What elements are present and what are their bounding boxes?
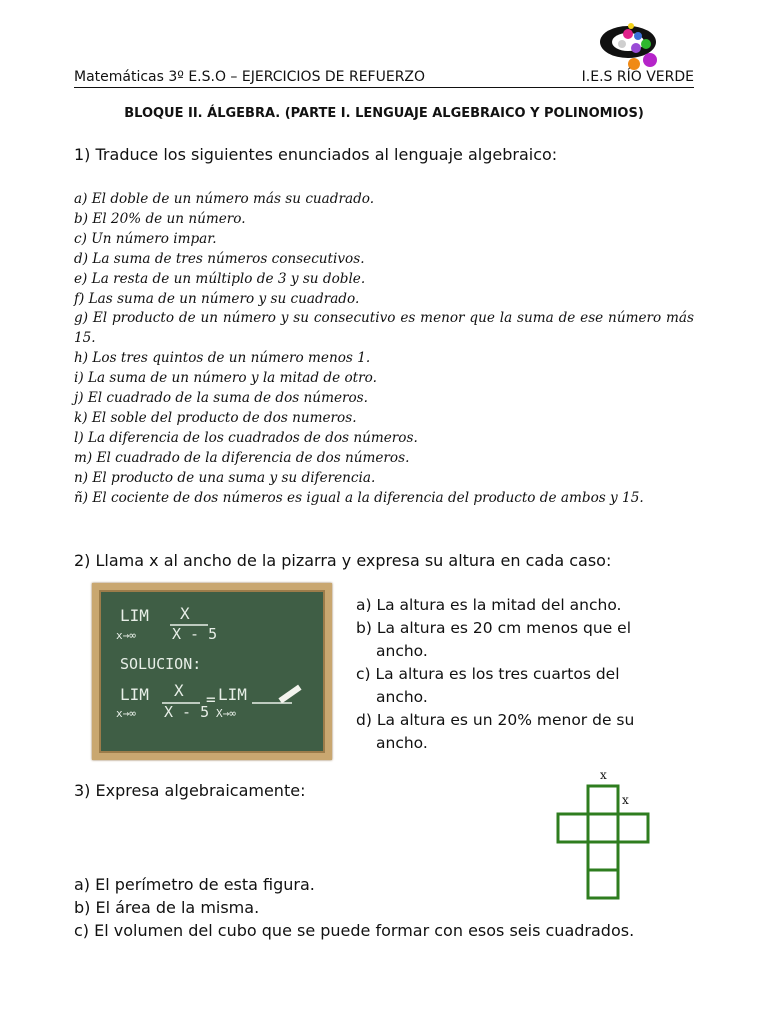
school-logo <box>598 20 670 72</box>
list-item: d) La suma de tres números consecutivos. <box>74 250 365 267</box>
board-frac2-num: X <box>174 681 184 700</box>
board-frac2-den: X - 5 <box>164 703 210 721</box>
block-title: BLOQUE II. ÁLGEBRA. (PARTE I. LENGUAJE ALGEBRAICO Y POLINOMIOS) <box>124 106 644 121</box>
list-item: d) La altura es un 20% menor de su ancho. <box>356 711 635 752</box>
list-item: b) El 20% de un número. <box>74 210 246 227</box>
list-item: h) Los tres quintos de un número menos 1. <box>74 350 371 367</box>
question-2-list <box>356 594 676 755</box>
figure-label-side: x <box>622 793 629 807</box>
list-item: ñ) El cociente de dos números es igual a la diferencia del producto de ambos y 15. <box>74 489 644 506</box>
board-frac1-num: X <box>180 604 190 623</box>
board-lim-sub-3: X→∞ <box>216 707 236 720</box>
board-lim-2: LIM <box>120 685 149 704</box>
board-eq: = <box>206 690 216 709</box>
list-item: e) La resta de un múltiplo de 3 y su doble. <box>74 270 366 287</box>
list-item: a) La altura es la mitad del ancho. <box>356 596 622 614</box>
page-header <box>74 69 694 88</box>
list-item: k) El soble del producto de dos numeros. <box>74 409 357 426</box>
figure-label-top: x <box>600 768 607 782</box>
list-item: b) El área de la misma. <box>74 898 260 917</box>
list-item: m) El cuadrado de la diferencia de dos números. <box>74 449 410 466</box>
board-lim-3: LIM <box>218 685 247 704</box>
list-item: c) El volumen del cubo que se puede formar con esos seis cuadrados. <box>74 921 635 940</box>
question-1-list <box>74 190 694 509</box>
header-left: Matemáticas 3º E.S.O – EJERCICIOS DE REFUERZO <box>74 69 426 85</box>
question-1-title: 1) Traduce los siguientes enunciados al lenguaje algebraico: <box>74 145 558 164</box>
board-lim-1: LIM <box>120 606 149 625</box>
list-item: i) La suma de un número y la mitad de otro. <box>74 370 377 387</box>
board-frac1-den: X - 5 <box>172 625 218 643</box>
board-solucion: SOLUCION: <box>120 655 202 673</box>
question-3-list <box>74 873 714 942</box>
board-lim-sub-1: x→∞ <box>116 629 136 642</box>
list-item: a) El doble de un número más su cuadrado. <box>74 191 375 207</box>
list-item: j) El cuadrado de la suma de dos números. <box>74 390 368 407</box>
question-3-title: 3) Expresa algebraicamente: <box>74 781 306 800</box>
list-item: g) El producto de un número y su consecutivo es menor que la suma de ese número más 15. <box>74 310 694 347</box>
chalkboard-image <box>92 583 332 760</box>
list-item: a) El perímetro de esta figura. <box>74 875 315 894</box>
list-item: n) El producto de una suma y su diferencia. <box>74 469 376 486</box>
list-item: c) La altura es los tres cuartos del ancho. <box>356 665 620 706</box>
list-item: f) Las suma de un número y su cuadrado. <box>74 290 360 307</box>
header-right: I.E.S RÍO VERDE <box>581 69 694 85</box>
board-lim-sub-2: x→∞ <box>116 707 136 720</box>
list-item: b) La altura es 20 cm menos que el ancho. <box>356 619 632 660</box>
question-2-title: 2) Llama x al ancho de la pizarra y expresa su altura en cada caso: <box>74 551 612 570</box>
list-item: c) Un número impar. <box>74 230 217 247</box>
list-item: l) La diferencia de los cuadrados de dos números. <box>74 429 418 446</box>
